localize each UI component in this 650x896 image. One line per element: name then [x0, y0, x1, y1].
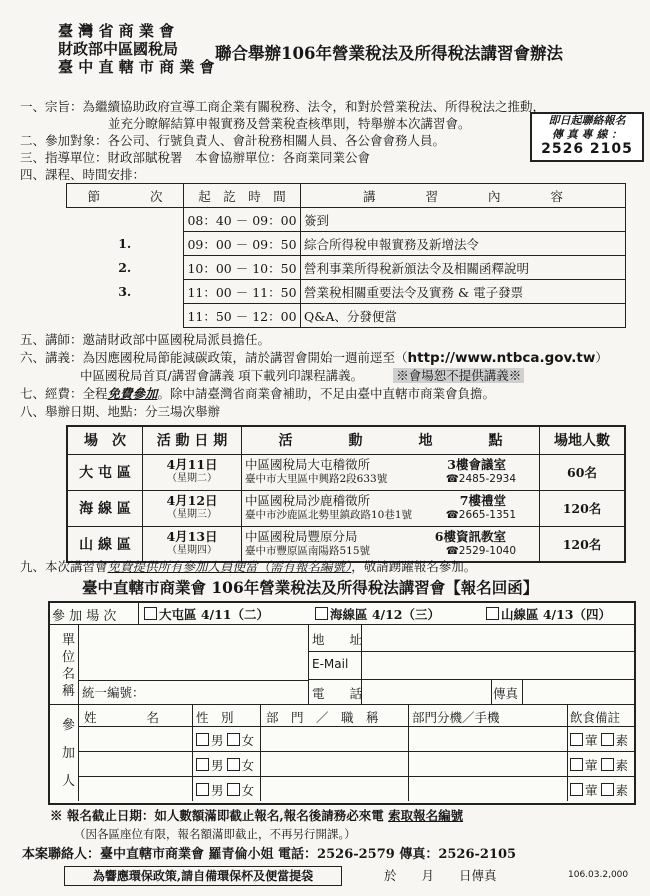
org-provincial: 臺 灣 省 商 業 會 — [58, 22, 175, 40]
fax-label: 傳真 — [493, 686, 519, 701]
food-options — [570, 731, 628, 749]
deadline-note — [50, 806, 463, 824]
col-food-header: 飲食備註 — [570, 710, 621, 725]
checkbox[interactable] — [315, 607, 328, 620]
session-number — [67, 304, 184, 328]
handout-label: 六、講義： — [20, 350, 83, 365]
email-input[interactable] — [366, 656, 628, 674]
session-content: Q&A、分發便當 — [301, 304, 626, 328]
session-content: 綜合所得稅申報實務及新增法令 — [301, 232, 626, 256]
venue-table — [66, 425, 626, 563]
meat-label: 葷 — [585, 783, 598, 798]
col-gender-header: 性 別 — [196, 710, 234, 725]
venue-phone: ☎2485-2934 — [445, 473, 516, 485]
session-number: 3. — [118, 284, 132, 299]
address-label: 地 址 — [312, 632, 363, 647]
intro-sections — [20, 98, 545, 183]
venue-heading: 八、舉辦日期、地點：分三場次舉辦 — [20, 404, 221, 419]
schedule-col-session: 節 次 — [67, 184, 184, 208]
lunch-note — [20, 557, 476, 575]
supervisor-text: 三、指導單位：財政部賦稅署 本會協辦單位：各商業同業公會 — [20, 150, 371, 165]
venue-col-location: 活 動 地 點 — [242, 426, 540, 454]
venue-name: 中區國稅局沙鹿稽徵所 — [245, 493, 371, 508]
lecturer-text: 五、講師：邀請財政部中區國稅局派員擔任。 — [20, 332, 271, 347]
schedule-col-content: 講 習 內 容 — [301, 184, 626, 208]
venue-room: 6樓資訊教室 — [434, 528, 506, 544]
schedule-col-time: 起 訖 時 間 — [184, 184, 301, 208]
session-time: 11：50 － 12：00 — [184, 304, 301, 328]
schedule-row — [67, 280, 626, 304]
callout-fax-number: 2526 2105 — [541, 141, 633, 157]
venue-col-date: 活 動 日 期 — [143, 426, 242, 454]
page-title: 聯合舉辦106年營業稅法及所得稅法講習會辦法 — [215, 44, 563, 63]
fee-text-b: 。除中請臺灣省商業會補助，不足由臺中直轄市商業會負擔。 — [157, 386, 496, 401]
venue-room: 7樓禮堂 — [459, 493, 506, 508]
detail-sections — [20, 331, 608, 421]
gender-options — [196, 756, 254, 774]
purpose-label: 一、宗旨： — [20, 99, 83, 114]
female-label: 女 — [241, 783, 255, 798]
female-checkbox[interactable] — [227, 758, 240, 771]
deadline-number-text: 索取報名編號 — [388, 808, 464, 823]
session-time: 09：00 － 09：50 — [184, 232, 301, 256]
tax-id-field[interactable]: 統一編號： — [82, 685, 145, 700]
session-option-2[interactable] — [315, 605, 440, 623]
handout-close: ） — [595, 350, 608, 365]
food-options — [570, 756, 628, 774]
purpose-text-1: 為繼續協助政府宣導工商企業有關稅務、法令，和對於營業稅法、所得稅法之推動， — [82, 99, 546, 114]
lunch-text-a: 九、本次講習會 — [20, 559, 108, 574]
fax-input[interactable] — [526, 684, 626, 702]
handout-url-link[interactable]: http://www.ntbca.gov.tw — [407, 350, 596, 366]
venue-address: 臺中市豐原區南陽路515號 — [245, 544, 371, 557]
venue-capacity: 120名 — [540, 490, 626, 526]
session-time: 08：40 － 09：00 — [184, 208, 301, 232]
handout-text-2: 中區國稅局首頁/講習會講義 項下載列印課程講義。 — [80, 368, 364, 383]
lunch-text-b: ，敬請踴躍報名參加。 — [351, 559, 477, 574]
venue-row — [67, 490, 625, 526]
venue-date: 4月11日 — [166, 457, 218, 472]
veg-label: 素 — [615, 758, 629, 773]
venue-area: 山 線 區 — [67, 526, 143, 562]
session-content: 營業稅相關重要法令及實務 & 電子發票 — [301, 280, 626, 304]
male-checkbox[interactable] — [196, 733, 209, 746]
audience-text: 二、參加對象：各公司、行號負責人、會計稅務相關人員、各公會會務人員。 — [20, 133, 446, 148]
schedule-row — [67, 304, 626, 328]
venue-phone: ☎2665-1351 — [445, 509, 516, 521]
venue-address: 臺中市沙鹿區北勢里鎮政路10巷1號 — [245, 509, 413, 521]
col-dept-header: 部 門 ／ 職 稱 — [266, 710, 379, 725]
email-label: E-Mail — [312, 657, 349, 671]
schedule-row — [67, 232, 626, 256]
veg-checkbox[interactable] — [601, 758, 614, 771]
session-content: 營利事業所得稅新頒法令及相關函釋說明 — [301, 256, 626, 280]
veg-checkbox[interactable] — [601, 783, 614, 796]
session-option-3[interactable] — [486, 605, 611, 623]
venue-date: 4月12日 — [166, 493, 218, 508]
veg-checkbox[interactable] — [601, 733, 614, 746]
org-city: 臺 中 直 轄 市 商 業 會 — [58, 58, 215, 76]
purpose-text-2: 並充分瞭解結算申報實務及營業稅查核準則，特舉辦本次講習會。 — [108, 116, 471, 131]
session-time: 11：00 － 11：50 — [184, 280, 301, 304]
session-number: 2. — [118, 260, 132, 275]
col-ext-header: 部門分機／手機 — [412, 710, 500, 725]
session-label: 參 加 場 次 — [52, 609, 117, 624]
female-checkbox[interactable] — [227, 733, 240, 746]
venue-room: 3樓會議室 — [447, 457, 506, 472]
venue-name: 中區國稅局大屯稽徵所 — [245, 457, 371, 472]
female-checkbox[interactable] — [227, 783, 240, 796]
no-handout-note: ※會場恕不提供講義※ — [393, 368, 524, 383]
callout-line2: 傳 真 專 線 ： — [551, 128, 623, 141]
session-number — [67, 208, 184, 232]
handout-text: 為因應國稅局節能減碳政策，請於講習會開始一週前逕至（ — [82, 350, 408, 365]
venue-row — [67, 454, 625, 490]
venue-area: 海 線 區 — [67, 490, 143, 526]
meat-checkbox[interactable] — [570, 733, 583, 746]
schedule-heading: 四、課程、時間安排： — [20, 167, 146, 182]
session-number: 1. — [118, 236, 132, 251]
gender-options — [196, 731, 254, 749]
session-option-label: 大屯區 4/11（二） — [159, 607, 270, 622]
document-code: 106.03.2,000 — [568, 870, 629, 880]
session-option-1[interactable] — [144, 605, 269, 623]
meat-checkbox[interactable] — [570, 783, 583, 796]
venue-weekday: （星期三） — [167, 509, 217, 520]
venue-phone: ☎2529-1040 — [445, 544, 516, 557]
fee-free-text: 免費參加 — [107, 386, 158, 401]
fax-callout-box — [530, 112, 644, 162]
male-label: 男 — [211, 758, 224, 773]
female-label: 女 — [241, 758, 255, 773]
session-option-label: 海線區 4/12（三） — [330, 607, 441, 622]
eco-notice-box: 為響應環保政策,請自備環保杯及便當提袋 — [64, 866, 342, 886]
address-input[interactable] — [366, 629, 628, 647]
session-content: 簽到 — [301, 208, 626, 232]
venue-address: 臺中市大里區中興路2段633號 — [245, 473, 388, 485]
org-list — [58, 22, 215, 76]
attendee-label: 參加人 — [62, 718, 76, 789]
form-title: 臺中直轄市商業會 106年營業稅法及所得稅法講習會【報名回函】 — [82, 578, 539, 597]
checkbox[interactable] — [144, 607, 157, 620]
venue-date: 4月13日 — [166, 528, 218, 544]
venue-col-area: 場 次 — [67, 426, 143, 454]
venue-header-row — [67, 426, 625, 454]
meat-checkbox[interactable] — [570, 758, 583, 771]
phone-label: 電 話 — [312, 686, 363, 701]
meat-label: 葷 — [585, 733, 598, 748]
contact-line: 本案聯絡人：臺中直轄市商業會 羅青倫小姐 電話：2526-2579 傳真：2526-2105 — [22, 847, 517, 862]
fax-date-line: 於 月 日傳真 — [384, 868, 497, 883]
unit-label: 單位名稱 — [62, 633, 76, 699]
phone-input[interactable] — [366, 684, 486, 702]
session-time: 10：00 － 10：50 — [184, 256, 301, 280]
schedule-row — [67, 208, 626, 232]
callout-line1: 即日起聯絡報名 — [548, 114, 626, 127]
venue-col-capacity: 場地人數 — [540, 426, 626, 454]
venue-capacity: 120名 — [540, 526, 626, 562]
deadline-text: ※ 報名截止日期：如人數額滿即截止報名,報名後請務必來電 — [50, 808, 389, 823]
lunch-free-text: 免費提供所有參加人員便當（需有報名編號） — [107, 559, 352, 574]
schedule-row — [67, 256, 626, 280]
veg-label: 素 — [615, 783, 629, 798]
venue-capacity: 60名 — [540, 454, 626, 490]
food-options — [570, 781, 628, 799]
fee-text-a: 七、經費：全程 — [20, 386, 108, 401]
venue-weekday: （星期四） — [167, 544, 217, 556]
male-label: 男 — [211, 733, 224, 748]
session-option-label: 山線區 4/13（四） — [501, 607, 612, 622]
gender-options — [196, 781, 254, 799]
venue-name: 中區國稅局豐原分局 — [245, 528, 358, 544]
org-tax-bureau: 財政部中區國稅局 — [58, 40, 179, 58]
col-name-header: 姓 名 — [84, 710, 160, 725]
venue-weekday: （星期二） — [167, 473, 217, 484]
female-label: 女 — [241, 733, 255, 748]
male-checkbox[interactable] — [196, 758, 209, 771]
male-checkbox[interactable] — [196, 783, 209, 796]
venue-area: 大 屯 區 — [67, 454, 143, 490]
checkbox[interactable] — [486, 607, 499, 620]
seat-limit-note: （因各區座位有限，報名額滿即截止，不再另行開課。） — [74, 827, 356, 841]
male-label: 男 — [211, 783, 224, 798]
schedule-header-row — [67, 184, 626, 208]
schedule-table — [66, 183, 626, 328]
meat-label: 葷 — [585, 758, 598, 773]
veg-label: 素 — [615, 733, 629, 748]
